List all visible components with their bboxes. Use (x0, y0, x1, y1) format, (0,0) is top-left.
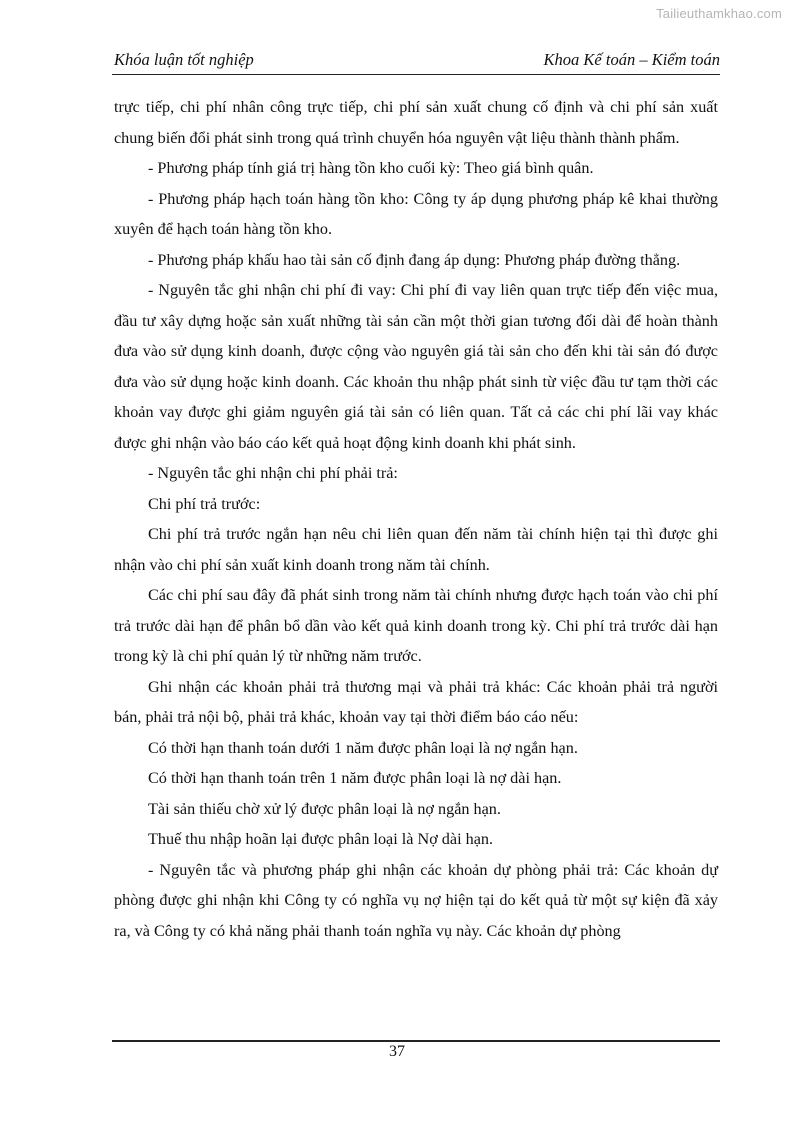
paragraph: Có thời hạn thanh toán dưới 1 năm được phân loại là nợ ngắn hạn. (148, 738, 578, 757)
paragraph: Thuế thu nhập hoãn lại được phân loại là Nợ dài hạn. (148, 830, 494, 848)
header-left: Khóa luận tốt nghiệp (114, 50, 254, 69)
document-body (114, 92, 718, 946)
paragraph: trực tiếp, chi phí nhân công trực tiếp, chi phí sản xuất chung cố định và chi phí sản xuất chung biến đổi phát sinh trong quá trình chuyển hóa nguyên vật liệu thành thành phẩm. (114, 98, 718, 147)
footer-divider (112, 1040, 720, 1042)
paragraph: - Phương pháp khấu hao tài sản cố định đang áp dụng: Phương pháp đường thẳng. (148, 250, 681, 269)
watermark: Tailieuthamkhao.com (656, 6, 782, 21)
paragraph: Ghi nhận các khoản phải trả thương mại và phải trả khác: Các khoản phải trả người bán, phải trả nội bộ, phải trả khác, khoản vay tại thời điểm báo cáo nếu: (114, 677, 718, 726)
header-right: Khoa Kế toán – Kiểm toán (543, 50, 720, 69)
paragraph: Chi phí trả trước: (148, 494, 261, 513)
paragraph: Tài sản thiếu chờ xử lý được phân loại là nợ ngắn hạn. (148, 799, 501, 818)
paragraph: - Phương pháp tính giá trị hàng tồn kho cuối kỳ: Theo giá bình quân. (148, 159, 594, 177)
paragraph: - Phương pháp hạch toán hàng tồn kho: Công ty áp dụng phương pháp kê khai thường xuyên để hạch toán hàng tồn kho. (114, 189, 718, 238)
paragraph: Các chi phí sau đây đã phát sinh trong năm tài chính nhưng được hạch toán vào chi phí trả trước dài hạn để phân bổ dần vào kết quả kinh doanh trong kỳ. Chi phí trả trước dài hạn trong kỳ là chi phí quản lý từ những năm trước. (114, 586, 718, 665)
paragraph: Có thời hạn thanh toán trên 1 năm được phân loại là nợ dài hạn. (148, 769, 562, 787)
paragraph: - Nguyên tắc ghi nhận chi phí đi vay: Chi phí đi vay liên quan trực tiếp đến việc mua, đầu tư xây dựng hoặc sản xuất những tài sản cần một thời gian tương đối dài để hoàn thành đưa vào sử dụng kinh doanh, được cộng vào nguyên giá tài sản cho đến khi tài sản đó được đưa vào sử dụng hoặc kinh doanh. Các khoản thu nhập phát sinh từ việc đầu tư tạm thời các khoản vay được ghi giảm nguyên giá tài sản có liên quan. Tất cả các chi phí lãi vay khác được ghi nhận vào báo cáo kết quả hoạt động kinh doanh khi phát sinh. (114, 281, 718, 452)
page-number: 37 (389, 1043, 405, 1060)
paragraph: - Nguyên tắc và phương pháp ghi nhận các khoản dự phòng phải trả: Các khoản dự phòng được ghi nhận khi Công ty có nghĩa vụ nợ hiện tại do kết quả từ một sự kiện đã xảy ra, và Công ty có khả năng phải thanh toán nghĩa vụ này. Các khoản dự phòng (114, 860, 718, 940)
page-header (112, 48, 720, 75)
paragraph: Chi phí trả trước ngắn hạn nêu chi liên quan đến năm tài chính hiện tại thì được ghi nhận vào chi phí sản xuất kinh doanh trong năm tài chính. (114, 525, 718, 574)
paragraph: - Nguyên tắc ghi nhận chi phí phải trả: (148, 464, 398, 482)
